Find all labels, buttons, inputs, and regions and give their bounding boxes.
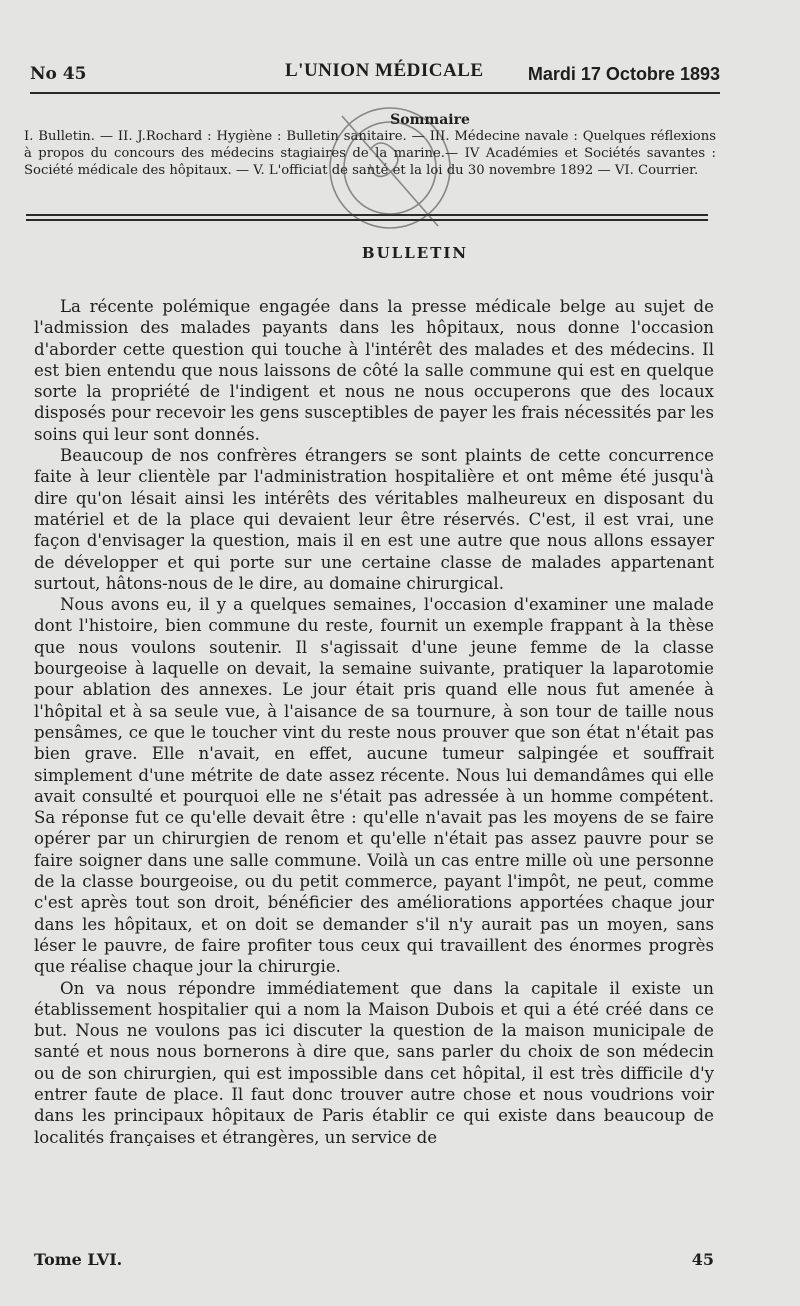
tome-label: Tome LVI.: [34, 1250, 123, 1269]
issue-number: No 45: [30, 64, 87, 84]
article-body: [34, 296, 714, 1148]
article-paragraph: On va nous répondre immédiatement que dans la capitale il existe un établissement hospitalier qui a nom la Maison Dubois et qui a été créé dans ce but. Nous ne voulons pas ici discuter la question de la maison municipale de santé et nous nous bornerons à dire que, sans parler du choix de son médecin ou de son chirurgien, qui est impossible dans cet hôpital, il est très difficile d'y entrer faute de place. Il faut donc trouver autre chose et nous voudrions voir dans les principaux hôpitaux de Paris établir ce qui existe dans beaucoup de localités françaises et étrangères, un service de: [34, 978, 714, 1147]
article-paragraph: Nous avons eu, il y a quelques semaines, l'occasion d'examiner une malade dont l'histoire, bien commune du reste, fournit un exemple frappant à la thèse que nous voulons soutenir. Il s'agissait d'une jeune femme de la classe bourgeoise à laquelle on devait, la semaine suivante, pratiquer la laparotomie pour ablation des annexes. Le jour était pris quand elle nous fut amenée à l'hôpital et à sa seule vue, à l'aisance de sa tournure, à son tour de taille nous pensâmes, ce que le toucher vint du reste nous prouver que son état n'était pas bien grave. Elle n'avait, en effet, aucune tumeur salpingée et souffrait simplement d'une métrite de date assez récente. Nous lui demandâmes qui elle avait consulté et pourquoi elle ne s'était pas adressée à un homme compétent. Sa réponse fut ce qu'elle devait être : qu'elle n'avait pas les moyens de se faire opérer par un chirurgien de renom et qu'elle n'était pas assez pauvre pour se faire soigner dans une salle commune. Voilà un cas entre mille où une personne de la classe bourgeoise, ou du petit commerce, payant l'impôt, ne peut, comme c'est après tout son droit, bénéficier des améliorations apportées chaque jour dans les hôpitaux, et on doit se demander s'il n'y aurait pas un moyen, sans léser le pauvre, de faire profiter tous ceux qui travaillent des énormes progrès que réalise chaque jour la chirurgie.: [34, 595, 714, 977]
issue-date: Mardi 17 Octobre 1893: [527, 64, 720, 84]
sommaire-text: I. Bulletin. — II. J.Rochard : Hygiène : Bulletin sanitaire. — III. Médecine navale : Quelques réflexions à propos du concours des médecins stagiaires de la marine.— IV Académies et Sociétés savantes : Société médicale des hôpitaux. — V. L'officiat de santé et la loi du 30 novembre 1892 — VI. Courrier.: [24, 129, 716, 178]
bulletin-heading: BULLETIN: [361, 244, 469, 262]
page-footer: [34, 1250, 714, 1274]
page-number: 45: [691, 1250, 714, 1269]
journal-title: L'UNION MÉDICALE: [285, 60, 484, 81]
article-paragraph: La récente polémique engagée dans la presse médicale belge au sujet de l'admission des malades payants dans les hôpitaux, nous donne l'occasion d'aborder cette question qui touche à l'intérêt des malades et des médecins. Il est bien entendu que nous laissons de côté la salle commune qui est en quelque sorte la propriété de l'indigent et nous ne nous occuperons que des locaux disposés pour recevoir les gens susceptibles de payer les frais nécessités par les soins qui leur sont donnés.: [34, 297, 714, 444]
library-stamp-icon: [322, 86, 452, 256]
article-paragraph: Beaucoup de nos confrères étrangers se sont plaints de cette concurrence faite à leur clientèle par l'administration hospitalière et ont même été jusqu'à dire qu'on lésait ainsi les intérêts des véritables malheureux en disposant du matériel et de la place qui devaient leur être réservés. C'est, il est vrai, une façon d'envisager la question, mais il en est une autre que nous allons essayer de développer et qui porte sur une certaine classe de malades appartenant surtout, hâtons-nous de le dire, au domaine chirurgical.: [34, 446, 714, 593]
sommaire-heading: Sommaire: [390, 112, 470, 128]
